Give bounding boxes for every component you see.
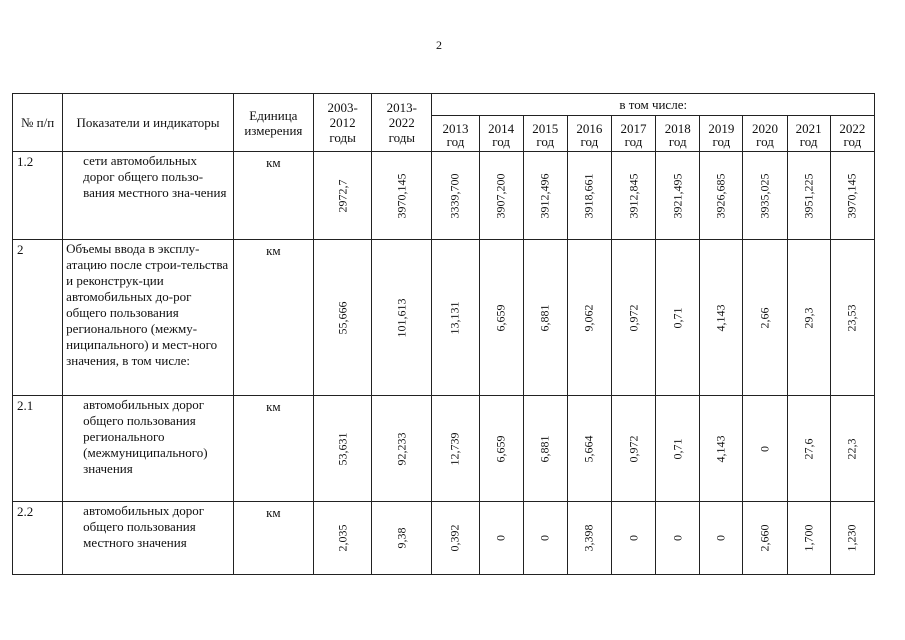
value-text: 3907,200	[493, 173, 508, 218]
row-value-2019	[700, 240, 743, 396]
row-value-2013-2022	[372, 152, 432, 240]
value-text: 5,664	[581, 435, 596, 462]
row-value-2013-2022	[372, 396, 432, 502]
header-period2-line3: годы	[388, 130, 416, 145]
value-text: 101,613	[394, 298, 409, 337]
row-indicator: автомобильных дорог общего пользования местного значения	[63, 502, 234, 575]
value-text: 4,143	[713, 304, 728, 331]
header-year-2018	[656, 116, 700, 152]
value-text: 0	[537, 535, 552, 541]
row-value-2015	[523, 152, 567, 240]
header-year-value: 2017	[620, 120, 647, 136]
value-text: 4,143	[713, 435, 728, 462]
value-text: 0	[626, 535, 641, 541]
header-year-suffix: год	[536, 133, 555, 149]
value-text: 23,53	[844, 304, 859, 331]
row-value-2021	[787, 152, 830, 240]
row-value-2019	[700, 152, 743, 240]
value-text: 3339,700	[447, 173, 462, 218]
row-value-2019	[700, 502, 743, 575]
header-year-value: 2018	[664, 120, 691, 136]
row-value-2020	[743, 152, 787, 240]
header-year-suffix: год	[799, 133, 818, 149]
row-value-2017	[611, 152, 655, 240]
row-value-2021	[787, 396, 830, 502]
row-value-2022	[830, 152, 874, 240]
row-value-2013-2022	[372, 502, 432, 575]
page-number: 2	[436, 38, 442, 52]
row-value-2003-2012	[314, 502, 372, 575]
header-num: № п/п	[13, 94, 63, 152]
row-value-2018	[656, 396, 700, 502]
row-value-2013-2022	[372, 240, 432, 396]
value-text: 0,71	[670, 438, 685, 459]
value-text: 29,3	[801, 307, 816, 328]
row-value-2014	[479, 502, 523, 575]
value-text: 0,972	[626, 304, 641, 331]
header-period-2003-2012	[314, 94, 372, 152]
value-text: 3935,025	[757, 173, 772, 218]
row-value-2022	[830, 396, 874, 502]
value-text: 0	[757, 445, 772, 452]
header-indicator: Показатели и индикаторы	[63, 94, 234, 152]
value-text: 6,881	[537, 435, 552, 462]
row-value-2018	[656, 152, 700, 240]
row-value-2016	[567, 396, 611, 502]
header-period1-line2: 2012	[329, 115, 356, 130]
header-period1-line1: 2003-	[327, 100, 358, 115]
value-text: 0	[713, 535, 728, 541]
value-text: 0,972	[626, 435, 641, 462]
value-text: 13,131	[447, 301, 462, 334]
value-text: 92,233	[394, 432, 409, 465]
table-row	[13, 240, 875, 396]
header-including: в том числе:	[432, 94, 875, 116]
row-unit: км	[233, 240, 313, 396]
row-value-2014	[479, 152, 523, 240]
row-value-2013	[432, 240, 479, 396]
row-value-2021	[787, 240, 830, 396]
row-unit: км	[233, 396, 313, 502]
header-year-value: 2016	[576, 120, 603, 136]
header-year-suffix: год	[580, 133, 599, 149]
row-indicator: автомобильных дорог общего пользования регионального (межмуниципального) значения	[63, 396, 234, 502]
table-row	[13, 396, 875, 502]
header-period1-line3: годы	[329, 130, 356, 145]
row-unit: км	[233, 502, 313, 575]
value-text: 6,659	[493, 435, 508, 462]
value-text: 3970,145	[844, 173, 859, 218]
row-value-2020	[743, 240, 787, 396]
header-unit: Единица измерения	[233, 94, 313, 152]
value-text: 3912,845	[626, 173, 641, 218]
row-value-2017	[611, 502, 655, 575]
header-year-2014	[479, 116, 523, 152]
value-text: 3,398	[581, 524, 596, 552]
value-text: 0,392	[447, 524, 462, 552]
header-year-suffix: год	[446, 133, 465, 149]
value-text: 1,230	[844, 524, 859, 552]
row-value-2013	[432, 396, 479, 502]
header-year-2015	[523, 116, 567, 152]
header-year-suffix: год	[843, 133, 862, 149]
value-text: 2,66	[757, 307, 772, 328]
value-text: 3926,685	[713, 173, 728, 218]
value-text: 3951,225	[801, 173, 816, 218]
row-indicator: сети автомобильных дорог общего пользо-вания местного зна-чения	[63, 152, 234, 240]
row-value-2020	[743, 396, 787, 502]
value-text: 0	[493, 535, 508, 541]
header-year-value: 2015	[532, 120, 559, 136]
header-year-suffix: год	[668, 133, 687, 149]
value-text: 0	[670, 535, 685, 541]
indicators-table	[12, 93, 875, 575]
header-year-suffix: год	[492, 133, 510, 149]
row-value-2016	[567, 240, 611, 396]
value-text: 3970,145	[394, 173, 409, 218]
header-year-2020	[743, 116, 787, 152]
row-value-2018	[656, 240, 700, 396]
table-row	[13, 152, 875, 240]
table-row	[13, 502, 875, 575]
header-year-value: 2020	[751, 120, 778, 136]
row-value-2014	[479, 240, 523, 396]
value-text: 0,71	[670, 307, 685, 328]
row-value-2019	[700, 396, 743, 502]
header-year-value: 2022	[839, 120, 866, 136]
value-text: 3921,495	[670, 173, 685, 218]
value-text: 2,660	[757, 524, 772, 552]
value-text: 9,38	[394, 527, 409, 549]
row-value-2021	[787, 502, 830, 575]
row-value-2003-2012	[314, 152, 372, 240]
header-year-value: 2019	[708, 120, 735, 136]
row-value-2013	[432, 152, 479, 240]
value-text: 55,666	[335, 301, 350, 334]
row-indicator: Объемы ввода в эксплу-атацию после строи-тельства и реконструк-ции автомобильных до-рог общего пользования регионального (межму-ниципального) и мест-ного значения, в том числе:	[63, 240, 234, 396]
header-year-suffix: год	[624, 133, 643, 149]
row-value-2013	[432, 502, 479, 575]
header-year-2016	[567, 116, 611, 152]
header-period2-line2: 2022	[388, 115, 415, 130]
row-value-2016	[567, 502, 611, 575]
row-unit: км	[233, 152, 313, 240]
header-period2-line1: 2013-	[386, 100, 417, 115]
value-text: 53,631	[335, 432, 350, 465]
value-text: 2972,7	[335, 179, 350, 212]
row-value-2014	[479, 396, 523, 502]
header-year-value: 2021	[795, 120, 822, 136]
row-value-2003-2012	[314, 240, 372, 396]
header-period-2013-2022	[372, 94, 432, 152]
header-year-2021	[787, 116, 830, 152]
value-text: 27,6	[801, 438, 816, 459]
value-text: 3912,496	[537, 173, 552, 218]
row-value-2016	[567, 152, 611, 240]
header-year-value: 2014	[488, 120, 515, 136]
value-text: 1,700	[801, 524, 816, 552]
header-year-2019	[700, 116, 743, 152]
row-number: 1.2	[13, 152, 63, 240]
row-value-2015	[523, 240, 567, 396]
row-number: 2.1	[13, 396, 63, 502]
row-value-2003-2012	[314, 396, 372, 502]
header-year-2022	[830, 116, 874, 152]
value-text: 2,035	[335, 524, 350, 552]
header-year-suffix: год	[756, 133, 774, 149]
value-text: 3918,661	[581, 173, 596, 218]
value-text: 22,3	[844, 438, 859, 459]
row-number: 2	[13, 240, 63, 396]
row-value-2018	[656, 502, 700, 575]
value-text: 9,062	[581, 304, 596, 331]
header-year-2013	[432, 116, 479, 152]
header-year-value: 2013	[442, 120, 469, 136]
value-text: 6,659	[493, 304, 508, 331]
value-text: 6,881	[537, 304, 552, 331]
value-text: 12,739	[447, 432, 462, 465]
row-value-2022	[830, 502, 874, 575]
row-number: 2.2	[13, 502, 63, 575]
row-value-2017	[611, 240, 655, 396]
row-value-2015	[523, 396, 567, 502]
row-value-2022	[830, 240, 874, 396]
row-value-2015	[523, 502, 567, 575]
header-year-2017	[611, 116, 655, 152]
header-year-suffix: год	[712, 133, 731, 149]
row-value-2017	[611, 396, 655, 502]
row-value-2020	[743, 502, 787, 575]
